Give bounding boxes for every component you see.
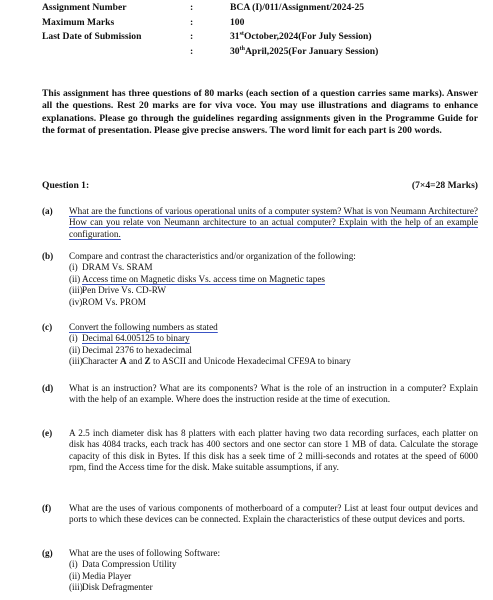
list-item: (i) Decimal 64.005125 to binary	[69, 333, 190, 344]
part-body	[69, 548, 478, 594]
part-label: (e)	[42, 428, 53, 438]
list-item: (iii)Pen Drive Vs. CD-RW	[69, 285, 167, 296]
part-text: Compare and contrast the characteristics and/or organization of the following:	[69, 251, 356, 261]
part-c	[42, 322, 478, 368]
part-body	[69, 322, 478, 368]
part-a	[42, 206, 478, 240]
meta-value: 100	[230, 16, 245, 28]
part-label: (g)	[42, 548, 53, 558]
part-e	[42, 428, 478, 474]
list-item: (iii)Disk Defragmenter	[69, 582, 153, 593]
question-marks: (7×4=28 Marks)	[411, 180, 478, 191]
part-text: What are the functions of various operational units of a computer system? What is von Neumann Architecture? How can you relate von Neumann architecture to an actual computer? Explain with the help of an example configuration.	[69, 206, 478, 239]
part-label: (b)	[42, 251, 54, 261]
part-label: (f)	[42, 503, 52, 513]
meta-colon: :	[190, 2, 194, 13]
meta-key: Maximum Marks	[42, 16, 115, 28]
part-body	[69, 251, 478, 308]
part-label: (c)	[42, 322, 53, 332]
part-text: What is an instruction? What are its components? What is the role of an instruction in a computer? Explain with the help of an example. Where does the instruction reside at the time of execution.	[69, 383, 478, 405]
part-label: (a)	[42, 206, 53, 216]
part-g	[42, 548, 478, 594]
part-f	[42, 503, 478, 526]
meta-value: 30thApril,2025(For January Session)	[230, 45, 379, 57]
list-item: (ii) Media Player	[69, 570, 132, 581]
question-heading	[42, 180, 478, 191]
meta-row-assignment-number	[42, 2, 482, 17]
part-text: What are the uses of various components of motherboard of a computer? List at least four output devices and ports to which these devices can be connected. Explain the characteristics of these output devices and ports.	[69, 503, 478, 525]
list-item: (iv)ROM Vs. PROM	[69, 296, 146, 307]
question-title: Question 1:	[42, 180, 90, 191]
part-text: A 2.5 inch diameter disk has 8 platters with each platter having two data recording surfaces, each platter on disk has 4084 tracks, each track has 400 sectors and one sector can store 1 MB of data. Calculate the storage capacity of this disk in Bytes. If this disk has a seek time of 2 milli-seconds and rotates at the speed of 6000 rpm, find the Access time for the disk. Make suitable assumptions, if any.	[69, 428, 478, 473]
list-item: (ii) Access time on Magnetic disks Vs. access time on Magnetic tapes	[69, 273, 325, 284]
part-text: What are the uses of following Software:	[69, 548, 221, 558]
part-d	[42, 383, 478, 406]
meta-value: BCA (I)/011/Assignment/2024-25	[230, 2, 365, 13]
part-b	[42, 251, 478, 308]
meta-value: 31stOctober,2024(For July Session)	[230, 30, 372, 42]
part-text: Convert the following numbers as stated	[69, 322, 218, 332]
meta-key: Last Date of Submission	[42, 31, 142, 42]
assignment-meta	[42, 2, 482, 60]
meta-colon: :	[190, 31, 194, 42]
list-item: (i) Data Compression Utility	[69, 559, 177, 570]
meta-colon: :	[190, 45, 194, 57]
meta-row-last-date-january	[42, 46, 482, 61]
meta-row-maximum-marks	[42, 17, 482, 32]
list-item: (iii)Character A and Z to ASCII and Unicode Hexadecimal CFE9A to binary	[69, 356, 351, 367]
meta-row-last-date	[42, 31, 482, 46]
part-label: (d)	[42, 383, 54, 393]
meta-key: Assignment Number	[42, 2, 127, 13]
meta-colon: :	[190, 16, 194, 28]
list-item: (ii) Decimal 2376 to hexadecimal	[69, 344, 192, 355]
instructions-paragraph: This assignment has three questions of 80 marks (each section of a question carries same marks). Answer all the questions. Rest 20 marks are for viva voce. You may use illustrations and diagrams to enhance explanations. Please go through the guidelines regarding assignments given in the Programme Guide for the format of presentation. Please give precise answers. The word limit for each part is 200 words.	[42, 88, 478, 137]
list-item: (i) DRAM Vs. SRAM	[69, 262, 153, 273]
